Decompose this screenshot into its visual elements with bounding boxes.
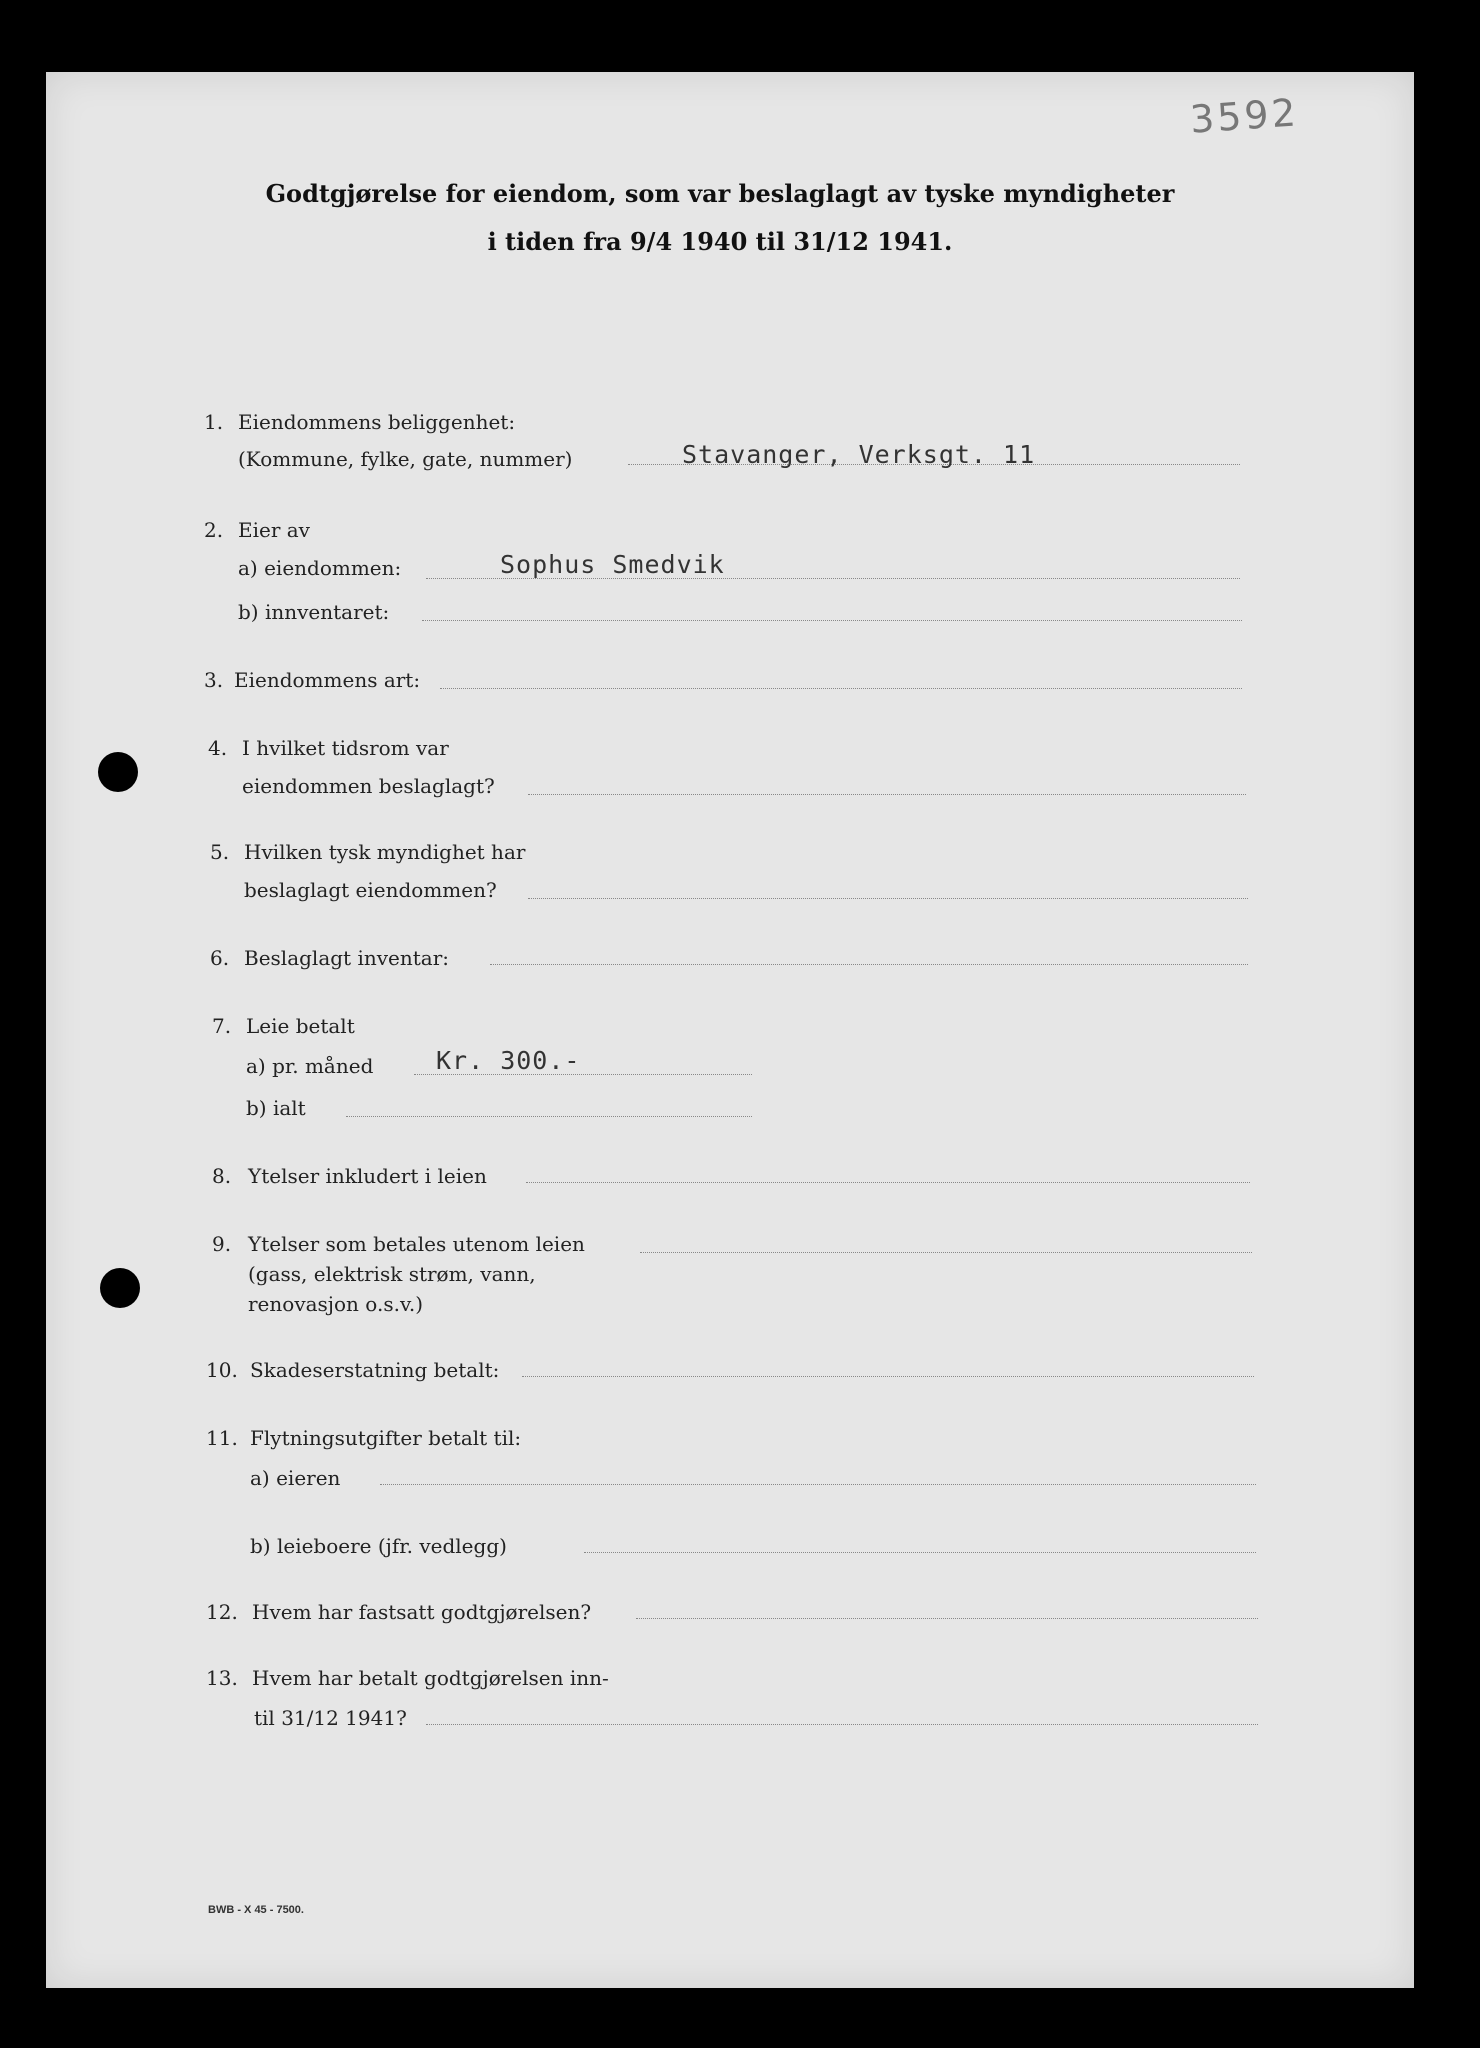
- q1-label: Eiendommens beliggenhet:: [238, 410, 516, 434]
- q5-answer-line: [528, 898, 1248, 899]
- q9-number: 9.: [212, 1232, 232, 1256]
- q9-sublabel-2: renovasjon o.s.v.): [248, 1292, 424, 1316]
- q11a-label: a) eieren: [250, 1466, 341, 1490]
- q9-label: Ytelser som betales utenom leien: [248, 1232, 585, 1256]
- q8-number: 8.: [212, 1164, 232, 1188]
- q11-label: Flytningsutgifter betalt til:: [250, 1426, 522, 1450]
- q11a-answer-line: [380, 1484, 1256, 1485]
- q3-label: Eiendommens art:: [234, 668, 421, 692]
- q9-answer-line: [640, 1252, 1252, 1253]
- q5-label: Hvilken tysk myndighet har: [244, 840, 526, 864]
- q7-label: Leie betalt: [246, 1014, 355, 1038]
- q7a-label: a) pr. måned: [246, 1054, 374, 1078]
- q13-number: 13.: [206, 1666, 238, 1690]
- q3-number: 3.: [204, 668, 224, 692]
- q12-number: 12.: [206, 1600, 238, 1624]
- punch-hole-icon: [98, 752, 138, 792]
- q7-number: 7.: [212, 1014, 232, 1038]
- print-code: BWB - X 45 - 7500.: [208, 1904, 304, 1916]
- q13-label: Hvem har betalt godtgjørelsen inn-: [252, 1666, 609, 1690]
- title-line-1: Godtgjørelse for eiendom, som var beslaglagt av tyske myndigheter: [265, 179, 1175, 208]
- q4-label: I hvilket tidsrom var: [242, 736, 449, 760]
- q2b-answer-line: [422, 620, 1242, 621]
- q13-sublabel: til 31/12 1941?: [254, 1706, 407, 1730]
- q7b-label: b) ialt: [246, 1096, 306, 1120]
- q5-sublabel: beslaglagt eiendommen?: [244, 878, 497, 902]
- q2a-label: a) eiendommen:: [238, 556, 402, 580]
- q6-label: Beslaglagt inventar:: [244, 946, 449, 970]
- q2-label: Eier av: [238, 518, 310, 542]
- title-line-2: i tiden fra 9/4 1940 til 31/12 1941.: [487, 227, 953, 256]
- q7a-answer: Kr. 300.-: [436, 1046, 581, 1075]
- q11b-answer-line: [584, 1552, 1256, 1553]
- q10-number: 10.: [206, 1358, 238, 1382]
- q2a-answer: Sophus Smedvik: [500, 550, 725, 579]
- q10-label: Skadeserstatning betalt:: [250, 1358, 500, 1382]
- q2b-label: b) innventaret:: [238, 600, 390, 624]
- q1-number: 1.: [204, 410, 224, 434]
- q2-number: 2.: [204, 518, 224, 542]
- q4-number: 4.: [208, 736, 228, 760]
- q4-answer-line: [528, 794, 1246, 795]
- q8-label: Ytelser inkludert i leien: [248, 1164, 487, 1188]
- punch-hole-icon: [100, 1268, 140, 1308]
- q11b-label: b) leieboere (jfr. vedlegg): [250, 1534, 507, 1558]
- q1-answer: Stavanger, Verksgt. 11: [682, 440, 1036, 469]
- q13-answer-line: [426, 1724, 1258, 1725]
- q3-answer-line: [440, 688, 1242, 689]
- q4-sublabel: eiendommen beslaglagt?: [242, 774, 495, 798]
- q12-answer-line: [636, 1618, 1258, 1619]
- form-title: [80, 170, 1360, 266]
- q11-number: 11.: [206, 1426, 238, 1450]
- archive-number: 3592: [1188, 90, 1301, 142]
- q10-answer-line: [522, 1376, 1254, 1377]
- q6-answer-line: [490, 964, 1248, 965]
- q5-number: 5.: [210, 840, 230, 864]
- q7b-answer-line: [346, 1116, 752, 1117]
- q6-number: 6.: [210, 946, 230, 970]
- q12-label: Hvem har fastsatt godtgjørelsen?: [252, 1600, 592, 1624]
- q9-sublabel-1: (gass, elektrisk strøm, vann,: [248, 1262, 536, 1286]
- q8-answer-line: [526, 1182, 1250, 1183]
- q1-sublabel: (Kommune, fylke, gate, nummer): [238, 447, 573, 471]
